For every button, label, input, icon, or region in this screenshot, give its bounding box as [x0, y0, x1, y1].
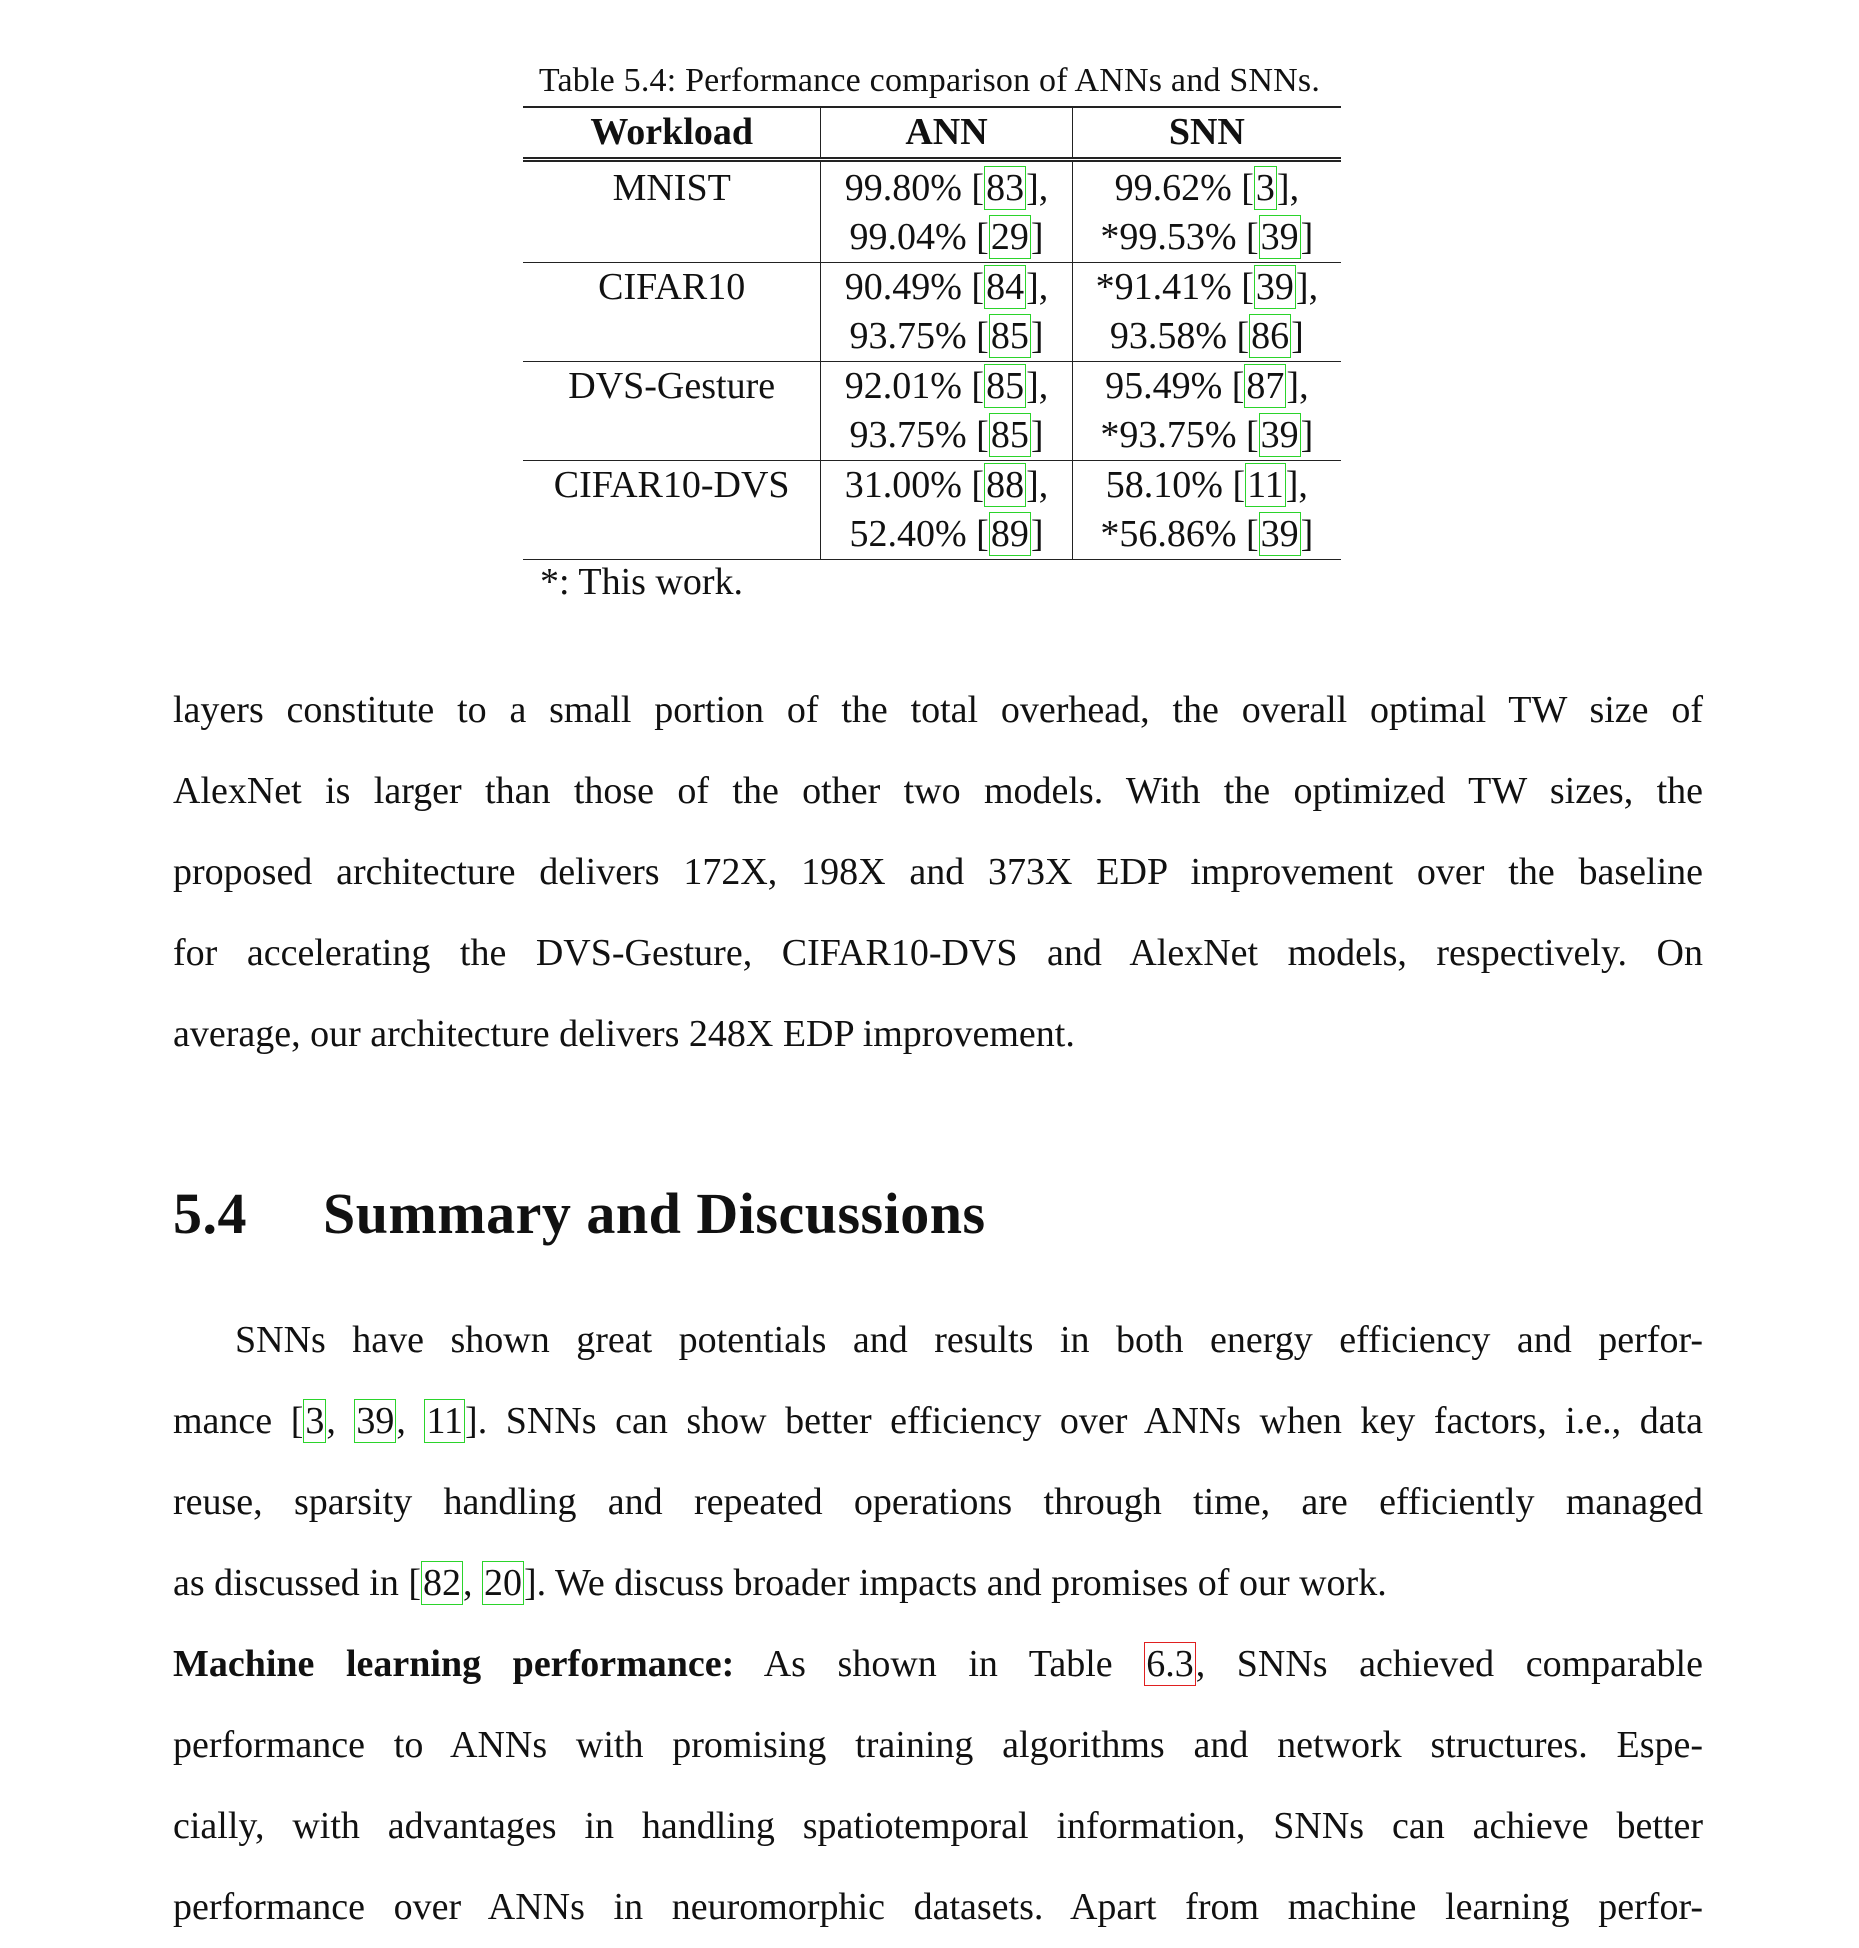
- citation-link[interactable]: 85: [986, 365, 1025, 407]
- cell-ann: [821, 263, 1072, 362]
- bracket: [: [966, 414, 989, 456]
- bracket: ]: [1285, 464, 1299, 506]
- cell-entry: [1073, 263, 1341, 312]
- cell-entry: [821, 362, 1071, 411]
- table-footnote: *: This work.: [540, 561, 744, 603]
- accuracy-value: 99.80%: [844, 167, 962, 209]
- text-line: reuse, sparsity handling and repeated operations through time, are efficiently managed: [173, 1481, 1703, 1523]
- bracket: [: [1231, 167, 1254, 209]
- section-heading: [173, 1180, 986, 1247]
- bracket: [: [966, 216, 989, 258]
- cell-entry: [821, 510, 1071, 559]
- text-line: average, our architecture delivers 248X EDP improvement.: [173, 1013, 1075, 1055]
- accuracy-value: 90.49%: [844, 266, 962, 308]
- cell-workload: CIFAR10: [523, 263, 821, 362]
- text-line: [173, 1543, 1703, 1624]
- bracket: ]: [1026, 167, 1039, 209]
- cell-snn: [1072, 362, 1341, 461]
- bracket: [: [961, 266, 985, 308]
- text-line: AlexNet is larger than those of the other two models. With the optimized TW sizes, the: [173, 770, 1703, 812]
- citation-link[interactable]: 82: [423, 1562, 462, 1604]
- separator: ,: [1038, 464, 1049, 506]
- bracket: [: [1227, 315, 1250, 357]
- table-row: [523, 263, 1341, 362]
- bracket: ]: [1030, 315, 1044, 357]
- table-row: [523, 461, 1341, 560]
- separator: ,: [1038, 365, 1049, 407]
- citation-link[interactable]: 84: [986, 266, 1025, 308]
- bracket: [: [1236, 513, 1259, 555]
- cell-entry: [1073, 213, 1341, 262]
- cell-snn: [1072, 160, 1341, 263]
- header-ann: ANN: [821, 107, 1072, 160]
- citation-link[interactable]: 85: [990, 315, 1029, 357]
- bracket: [: [966, 513, 989, 555]
- separator: ,: [1038, 266, 1049, 308]
- cell-snn: [1072, 263, 1341, 362]
- accuracy-value: *93.75%: [1100, 414, 1237, 456]
- header-workload: Workload: [523, 107, 821, 160]
- text-fragment: ]. SNNs can show better efficiency over ANNs when key factors, i.e., data: [465, 1400, 1704, 1442]
- citation-link[interactable]: 88: [986, 464, 1025, 506]
- bracket: ]: [1026, 266, 1039, 308]
- text-line: proposed architecture delivers 172X, 198X and 373X EDP improvement over the baseline: [173, 851, 1703, 893]
- citation-link[interactable]: 39: [1260, 216, 1299, 258]
- text-line: [173, 1381, 1703, 1462]
- accuracy-value: 52.40%: [849, 513, 967, 555]
- citation-link[interactable]: 20: [484, 1562, 523, 1604]
- citation-link[interactable]: 39: [1255, 266, 1294, 308]
- cell-entry: [1073, 461, 1341, 510]
- accuracy-value: *56.86%: [1100, 513, 1237, 555]
- cell-entry: [821, 312, 1071, 361]
- accuracy-value: 93.75%: [849, 414, 967, 456]
- bracket: [: [1222, 464, 1246, 506]
- bracket: [: [961, 167, 985, 209]
- separator: ,: [1038, 167, 1049, 209]
- accuracy-value: 95.49%: [1105, 365, 1223, 407]
- separator: ,: [1308, 266, 1319, 308]
- cell-workload: MNIST: [523, 160, 821, 263]
- separator: ,: [1298, 464, 1308, 506]
- cell-entry: [821, 461, 1071, 510]
- cell-workload: CIFAR10-DVS: [523, 461, 821, 560]
- text-fragment: ]. We discuss broader impacts and promises of our work.: [524, 1562, 1387, 1604]
- bracket: [: [1222, 365, 1245, 407]
- accuracy-value: 99.04%: [849, 216, 967, 258]
- accuracy-value: 31.00%: [844, 464, 962, 506]
- bracket: ]: [1300, 513, 1314, 555]
- cell-entry: [821, 213, 1071, 262]
- bracket: [: [1231, 266, 1254, 308]
- bracket: ]: [1300, 414, 1314, 456]
- bracket: ]: [1026, 365, 1039, 407]
- citation-link[interactable]: 39: [1260, 513, 1299, 555]
- text-fragment: As shown in Table: [734, 1643, 1145, 1685]
- accuracy-value: 93.75%: [849, 315, 967, 357]
- citation-link[interactable]: 86: [1251, 315, 1290, 357]
- citation-link[interactable]: 39: [1260, 414, 1299, 456]
- text-line: SNNs have shown great potentials and results in both energy efficiency and perfor-: [235, 1319, 1703, 1361]
- text-fragment: ,: [326, 1400, 355, 1442]
- cell-entry: [821, 263, 1071, 312]
- citation-link[interactable]: 87: [1246, 365, 1285, 407]
- table-row: [523, 362, 1341, 461]
- cell-snn: [1072, 461, 1341, 560]
- cell-entry: [1073, 164, 1341, 213]
- performance-table-wrap: [523, 106, 1341, 560]
- bracket: [: [966, 315, 989, 357]
- separator: ,: [1299, 365, 1309, 407]
- citation-link[interactable]: 11: [1247, 464, 1284, 506]
- text-line: performance to ANNs with promising training algorithms and network structures. Espe-: [173, 1724, 1703, 1766]
- text-fragment: ,: [396, 1400, 425, 1442]
- cell-ann: [821, 461, 1072, 560]
- text-fragment: mance [: [173, 1400, 304, 1442]
- cell-entry: [1073, 411, 1341, 460]
- text-line: [173, 1624, 1703, 1705]
- bracket: ]: [1276, 167, 1290, 209]
- accuracy-value: 92.01%: [844, 365, 962, 407]
- table-caption: Table 5.4: Performance comparison of ANNs and SNNs.: [538, 62, 1321, 99]
- paragraph-edp: [173, 670, 1703, 1075]
- cell-entry: [821, 164, 1071, 213]
- bracket: [: [961, 365, 985, 407]
- bracket: ]: [1295, 266, 1309, 308]
- citation-link[interactable]: 11: [426, 1400, 464, 1442]
- table-header-row: [523, 107, 1341, 160]
- accuracy-value: 99.62%: [1114, 167, 1232, 209]
- paragraph-ml-performance: [173, 1624, 1703, 1948]
- citation-link[interactable]: 39: [356, 1400, 395, 1442]
- cell-workload: DVS-Gesture: [523, 362, 821, 461]
- bracket: ]: [1030, 513, 1044, 555]
- table-reference-link[interactable]: 6.3: [1146, 1643, 1194, 1685]
- text-line: cially, with advantages in handling spatiotemporal information, SNNs can achieve better: [173, 1805, 1703, 1847]
- accuracy-value: *91.41%: [1095, 266, 1232, 308]
- citation-link[interactable]: 29: [990, 216, 1029, 258]
- citation-link[interactable]: 89: [990, 513, 1029, 555]
- bracket: ]: [1026, 464, 1039, 506]
- bracket: ]: [1030, 216, 1044, 258]
- cell-ann: [821, 362, 1072, 461]
- section-title: Summary and Discussions: [323, 1181, 986, 1246]
- citation-link[interactable]: 3: [1255, 167, 1275, 209]
- citation-link[interactable]: 3: [305, 1400, 325, 1442]
- cell-entry: [1073, 510, 1341, 559]
- header-snn: SNN: [1072, 107, 1341, 160]
- bracket: [: [961, 464, 985, 506]
- bracket: ]: [1291, 315, 1304, 357]
- bracket: [: [1236, 414, 1259, 456]
- accuracy-value: 93.58%: [1109, 315, 1227, 357]
- bracket: ]: [1030, 414, 1044, 456]
- text-fragment: , SNNs achieved comparable: [1195, 1643, 1703, 1685]
- cell-ann: [821, 160, 1072, 263]
- bracket: ]: [1286, 365, 1300, 407]
- cell-entry: [821, 411, 1071, 460]
- text-line: layers constitute to a small portion of the total overhead, the overall optimal TW size of: [173, 689, 1703, 731]
- cell-entry: [1073, 312, 1341, 361]
- bracket: [: [1236, 216, 1259, 258]
- paragraph-summary: [173, 1300, 1703, 1624]
- text-line: for accelerating the DVS-Gesture, CIFAR10-DVS and AlexNet models, respectively. On: [173, 932, 1703, 974]
- text-fragment: as discussed in [: [173, 1562, 422, 1604]
- bracket: ]: [1300, 216, 1314, 258]
- run-in-heading: Machine learning performance:: [173, 1643, 735, 1685]
- citation-link[interactable]: 85: [990, 414, 1029, 456]
- performance-table: [523, 106, 1341, 560]
- section-number: 5.4: [173, 1181, 247, 1246]
- accuracy-value: 58.10%: [1105, 464, 1223, 506]
- text-line: performance over ANNs in neuromorphic datasets. Apart from machine learning perfor-: [173, 1886, 1703, 1928]
- separator: ,: [1289, 167, 1300, 209]
- cell-entry: [1073, 362, 1341, 411]
- table-body: [523, 160, 1341, 560]
- accuracy-value: *99.53%: [1100, 216, 1237, 258]
- text-fragment: ,: [463, 1562, 483, 1604]
- table-row: [523, 160, 1341, 263]
- citation-link[interactable]: 83: [986, 167, 1025, 209]
